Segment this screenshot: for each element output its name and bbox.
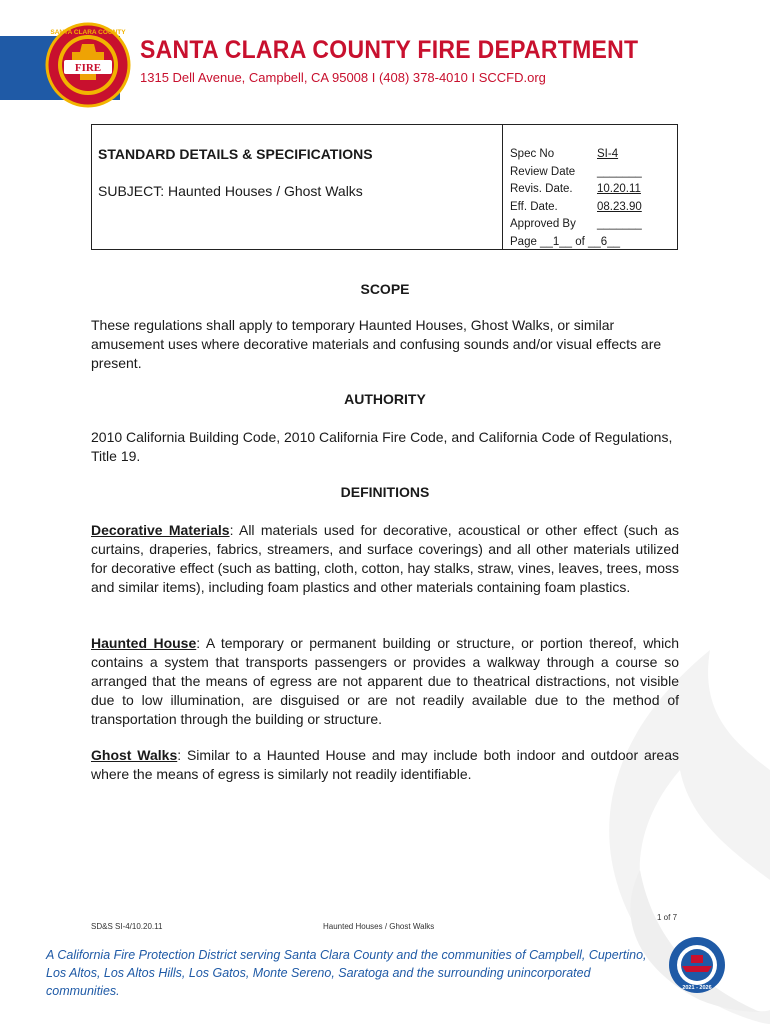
spec-row-label: Spec No (510, 148, 555, 160)
spec-row-label: Approved By (510, 218, 576, 230)
spec-box (91, 124, 678, 250)
spec-row (510, 216, 642, 234)
authority-text: 2010 California Building Code, 2010 California Fire Code, and California Code of Regulations, Title 19. (91, 429, 673, 464)
svg-text:FIRE: FIRE (74, 62, 102, 74)
definition-term: Haunted House (91, 635, 197, 651)
footer-page-number: 1 of 7 (657, 913, 678, 922)
spec-page-line: Page __1__ of __6__ (510, 235, 620, 248)
definition-ghost-walks (91, 746, 679, 784)
spec-row (510, 199, 642, 217)
spec-row (510, 164, 642, 182)
spec-row-label: Eff. Date. (510, 200, 558, 213)
authority-heading: AUTHORITY (344, 391, 426, 407)
spec-row-value: 08.23.90 (597, 200, 642, 213)
spec-row-value: 10.20.11 (597, 183, 641, 195)
spec-row-label: Revis. Date. (510, 183, 573, 195)
scope-heading: SCOPE (360, 281, 410, 297)
spec-title-cell (92, 125, 503, 249)
footer-district-note: A California Fire Protection District serving Santa Clara County and the communities of Campbell, Cupertino, Los Altos, Los Altos Hills, Los Gatos, Monte Sereno, Saratoga and the surrounding unincorporated communities. (46, 948, 647, 998)
definition-text: : All materials used for decorative, acoustical or other effect (such as curtains, draperies, fabrics, streamers, and surface coverings) and all other materials utilized for decorative effect (such as batting, cloth, cotton, hay stalks, straw, vines, leaves, trees, moss and similar items), including foam plastics and other materials containing foam plastics. (91, 522, 680, 595)
definition-haunted-house (91, 634, 679, 729)
spec-row (510, 146, 620, 164)
accreditation-seal-icon (668, 936, 726, 994)
definition-text: : A temporary or permanent building or structure, or portion thereof, which contains a system that transports passengers or provides a walkway through a course so arranged that the means of egress are not apparent due to theatrical distractions, not visible due to low illumination, are disguised or are not readily available due to the method of transportation through the building or structure. (91, 635, 679, 727)
definition-term: Decorative Materials (91, 522, 230, 538)
spec-details (510, 146, 642, 251)
svg-text:SANTA CLARA COUNTY: SANTA CLARA COUNTY (50, 29, 126, 36)
spec-row (510, 181, 641, 199)
spec-row-label: Review Date (510, 165, 576, 178)
footer-doc-ref: SD&S SI-4/10.20.11 (91, 922, 163, 931)
fire-department-seal-icon (42, 22, 134, 108)
definition-decorative-materials (91, 521, 679, 597)
definition-text: : Similar to a Haunted House and may include both indoor and outdoor areas where the means of egress is similarly not readily identifiable. (91, 747, 679, 782)
footer-doc-title: Haunted Houses / Ghost Walks (323, 922, 435, 931)
spec-subject: SUBJECT: Haunted Houses / Ghost Walks (98, 183, 363, 199)
spec-row-value: SI-4 (597, 148, 619, 160)
spec-title: STANDARD DETAILS & SPECIFICATIONS (98, 146, 373, 162)
accreditation-years: 2021 - 2026 (682, 985, 712, 991)
organization-name: SANTA CLARA COUNTY FIRE DEPARTMENT (140, 36, 639, 64)
spec-row-value: _______ (597, 165, 642, 178)
definition-term: Ghost Walks (91, 747, 178, 763)
scope-text: These regulations shall apply to temporary Haunted Houses, Ghost Walks, or similar amusement uses where decorative materials and confusing sounds and/or visual effects are present. (91, 317, 662, 371)
organization-address: 1315 Dell Avenue, Campbell, CA 95008 I (408) 378-4010 I SCCFD.org (140, 70, 546, 85)
definitions-heading: DEFINITIONS (340, 484, 430, 500)
spec-row-value: _______ (597, 218, 642, 230)
